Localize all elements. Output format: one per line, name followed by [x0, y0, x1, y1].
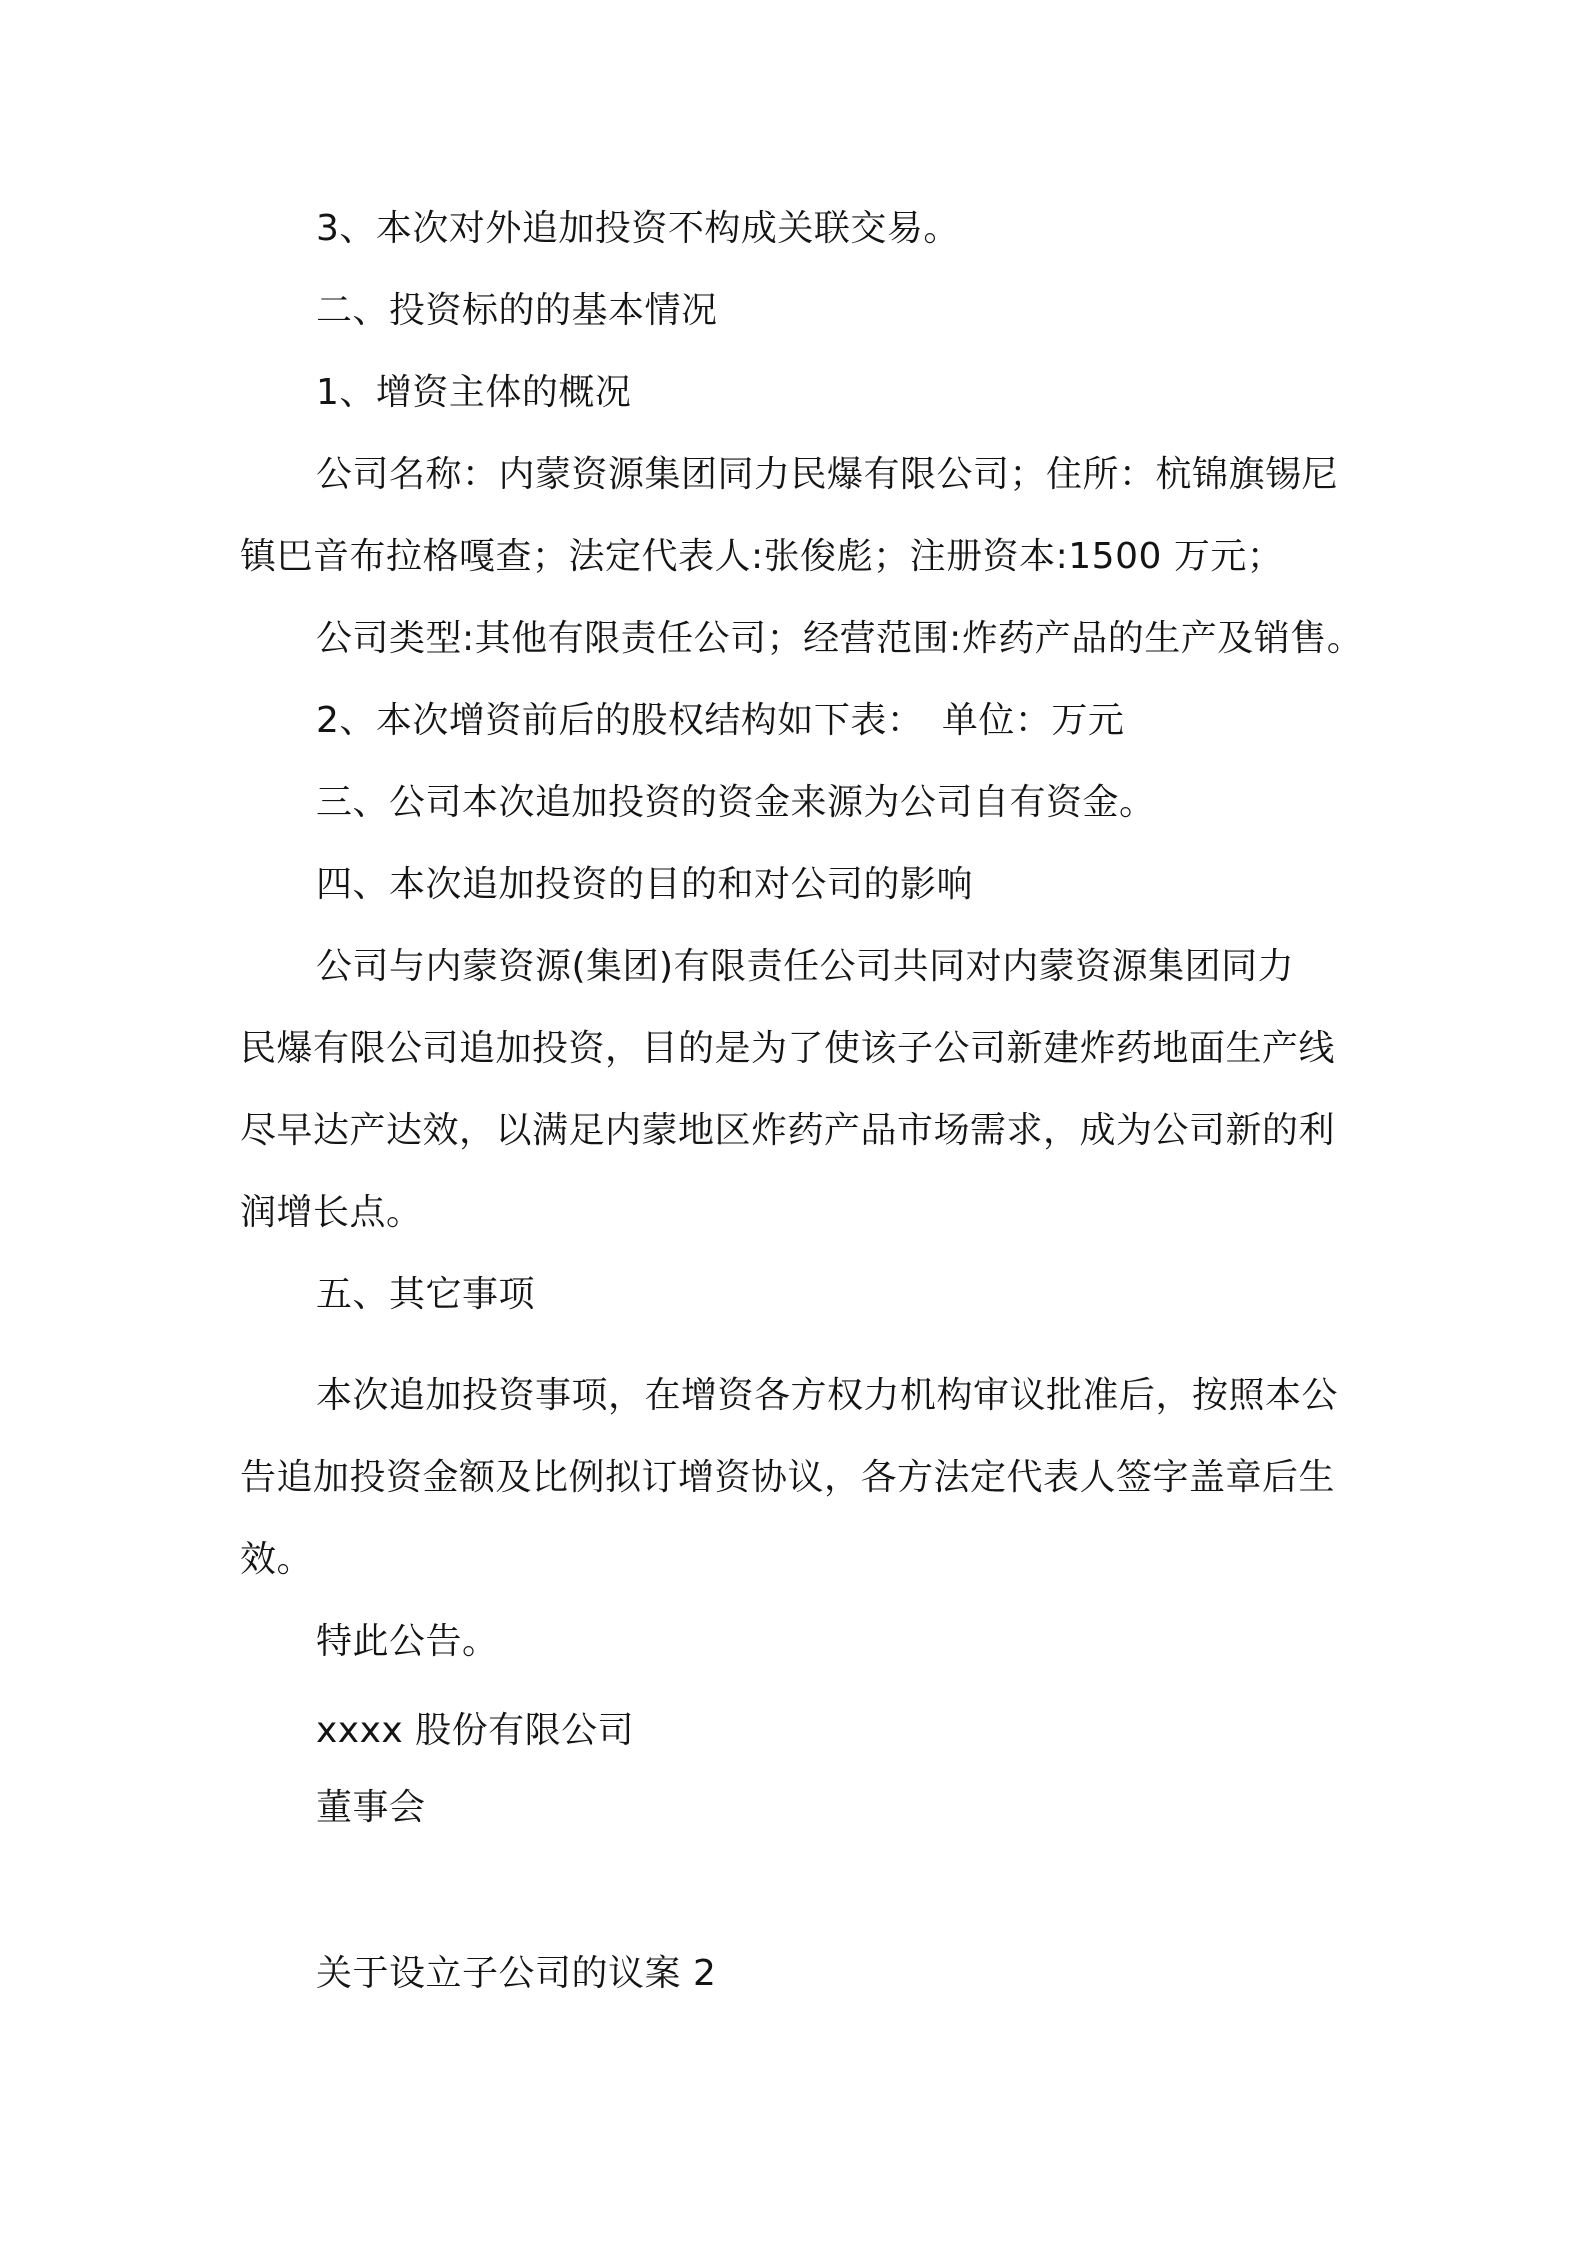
purpose-paragraph-line-4: 润增长点。	[240, 1192, 423, 1233]
heading-investment-target: 二、投资标的的基本情况	[316, 290, 718, 331]
other-matters-line-1: 本次追加投资事项，在增资各方权力机构审议批准后，按照本公	[316, 1375, 1339, 1416]
purpose-paragraph-line-1: 公司与内蒙资源(集团)有限责任公司共同对内蒙资源集团同力	[316, 946, 1295, 987]
next-proposal-title: 关于设立子公司的议案 2	[316, 1953, 717, 1994]
company-info-line-2: 镇巴音布拉格嘎查；法定代表人:张俊彪；注册资本:1500 万元；	[240, 536, 1284, 577]
heading-purpose-and-impact: 四、本次追加投资的目的和对公司的影响	[316, 864, 974, 905]
heading-funding-source: 三、公司本次追加投资的资金来源为公司自有资金。	[316, 782, 1156, 823]
paragraph-not-related-transaction: 3、本次对外追加投资不构成关联交易。	[316, 208, 960, 249]
other-matters-line-3: 效。	[240, 1539, 314, 1580]
purpose-paragraph-line-2: 民爆有限公司追加投资，目的是为了使该子公司新建炸药地面生产线	[240, 1028, 1336, 1069]
equity-structure-line: 2、本次增资前后的股权结构如下表： 单位：万元	[316, 700, 1125, 741]
company-signature: xxxx 股份有限公司	[316, 1710, 635, 1751]
company-type-line: 公司类型:其他有限责任公司；经营范围:炸药产品的生产及销售。	[316, 618, 1364, 659]
company-info-line-1: 公司名称：内蒙资源集团同力民爆有限公司；住所：杭锦旗锡尼	[316, 454, 1339, 495]
other-matters-line-2: 告追加投资金额及比例拟订增资协议，各方法定代表人签字盖章后生	[240, 1457, 1336, 1498]
purpose-paragraph-line-3: 尽早达产达效，以满足内蒙地区炸药产品市场需求，成为公司新的利	[240, 1110, 1336, 1151]
announcement-closing: 特此公告。	[316, 1621, 499, 1662]
heading-other-matters: 五、其它事项	[316, 1274, 536, 1315]
heading-capital-increase-subject: 1、增资主体的概况	[316, 372, 632, 413]
board-signature: 董事会	[316, 1787, 426, 1828]
